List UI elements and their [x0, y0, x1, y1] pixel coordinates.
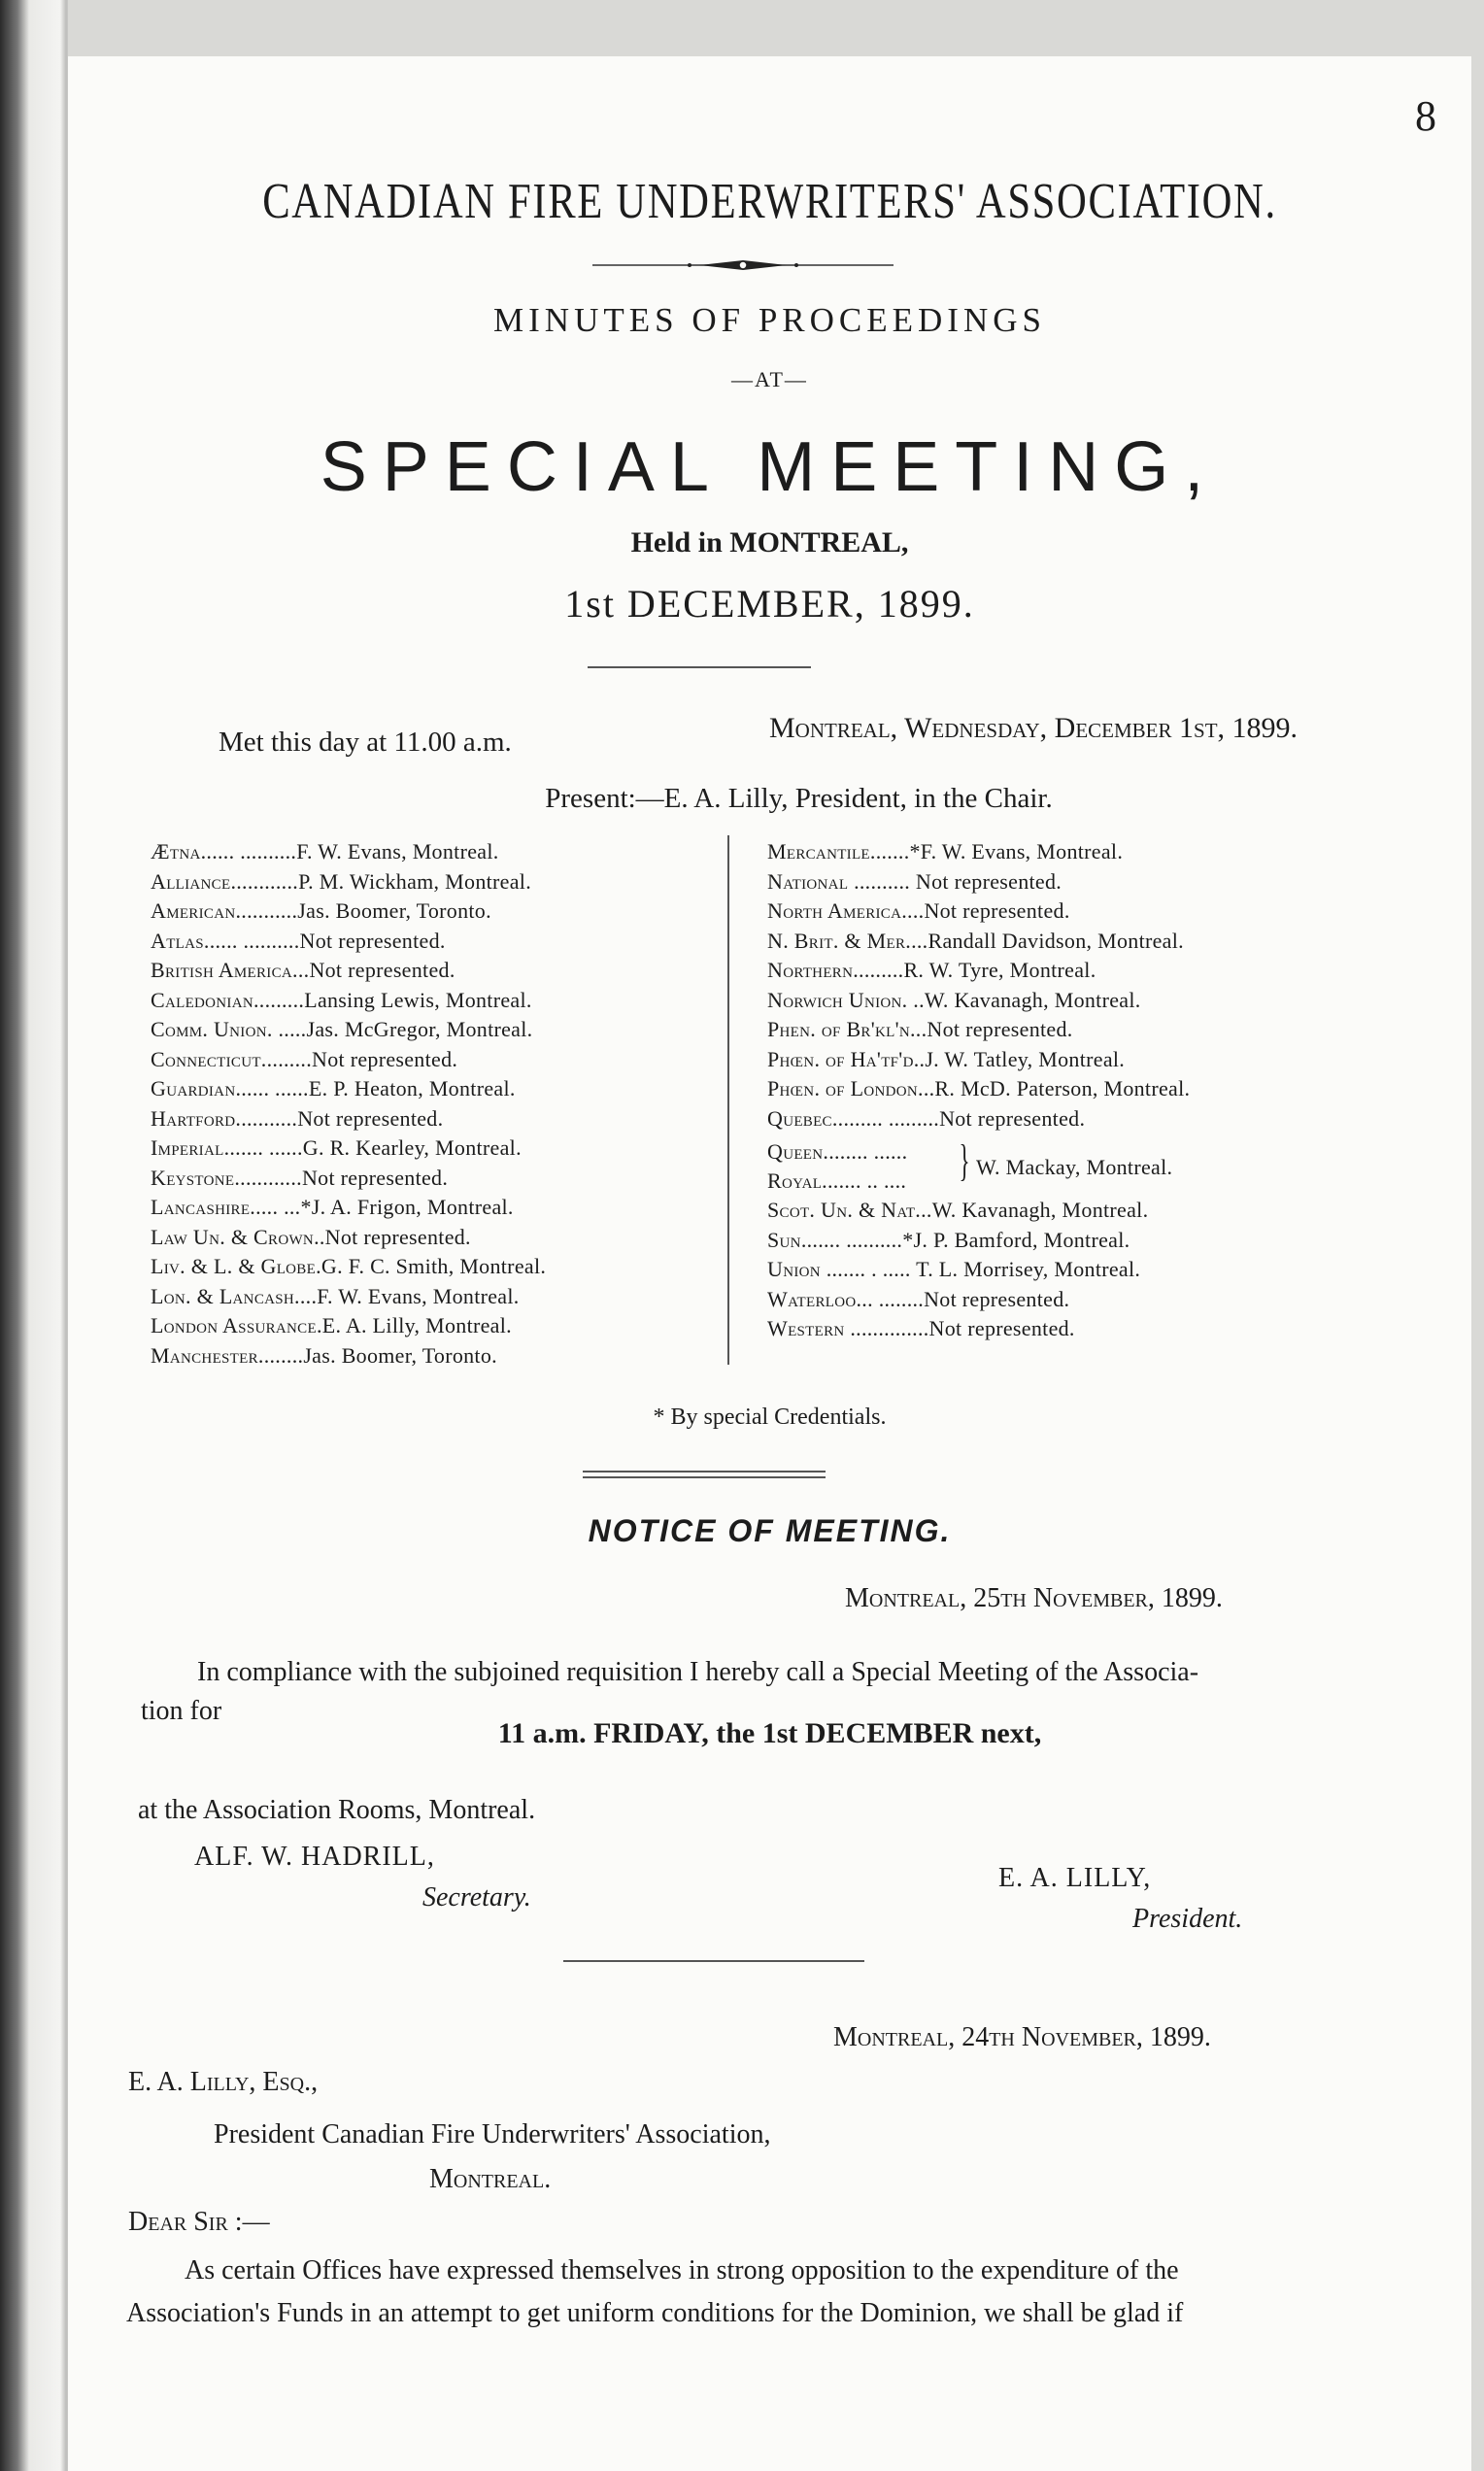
- company-name: N. Brit. & Mer: [767, 928, 906, 953]
- list-item: [767, 898, 1190, 929]
- list-item: [767, 1316, 1190, 1346]
- list-item: [151, 839, 546, 869]
- column-divider: [727, 835, 729, 1365]
- leader-dots: ....: [294, 1283, 318, 1308]
- document-title: CANADIAN FIRE UNDERWRITERS' ASSOCIATION.: [262, 174, 1277, 229]
- leader-dots: .........: [253, 987, 305, 1012]
- leader-dots: ...... ..........: [200, 839, 297, 863]
- notice-paragraph: In compliance with the subjoined requisition I hereby call a Special Meeting of the Associa-: [197, 1657, 1199, 1687]
- notice-paragraph-cont: tion for: [141, 1696, 222, 1726]
- company-name: Lon. & Lancash: [151, 1283, 295, 1308]
- list-item: [767, 1168, 906, 1194]
- secretary-title: Secretary.: [422, 1882, 531, 1912]
- list-item: [767, 1228, 1190, 1258]
- representative: Not represented.: [297, 1105, 444, 1131]
- representative: T. L. Morrisey, Montreal.: [916, 1257, 1141, 1281]
- list-item: [151, 869, 546, 899]
- list-item: [151, 1254, 546, 1284]
- representative: E. P. Heaton, Montreal.: [308, 1076, 516, 1100]
- leader-dots: ..: [314, 1224, 325, 1249]
- company-name: Quebec: [767, 1105, 832, 1131]
- company-name: Hartford: [151, 1105, 236, 1131]
- list-item: [151, 1047, 546, 1077]
- representative: R. McD. Paterson, Montreal.: [934, 1076, 1191, 1100]
- list-item: [767, 1017, 1190, 1047]
- leader-dots: ........: [257, 1342, 304, 1368]
- list-item: [767, 1139, 907, 1165]
- president-name: E. A. LILLY,: [998, 1863, 1152, 1893]
- held-location: Held in MONTREAL,: [630, 526, 909, 559]
- leader-dots: ...... ..........: [203, 928, 300, 953]
- list-item: [151, 1135, 546, 1166]
- leader-dots: ....: [901, 898, 925, 923]
- meeting-date: 1st DECEMBER, 1899.: [564, 582, 975, 626]
- leader-dots: ......... .........: [831, 1105, 940, 1131]
- representative: Not represented.: [924, 1286, 1070, 1311]
- representative: W. Kavanagh, Montreal.: [924, 987, 1141, 1012]
- company-name: Ætna: [151, 839, 201, 863]
- meeting-title: SPECIAL MEETING,: [320, 428, 1220, 506]
- leader-dots: ...: [909, 1017, 928, 1041]
- representative: Not represented.: [312, 1046, 458, 1071]
- brace-icon: }: [959, 1135, 970, 1185]
- company-name: Norwich Union: [767, 987, 902, 1012]
- representative: Not represented.: [915, 868, 1062, 894]
- company-list: [767, 839, 1190, 1135]
- leader-dots: ............: [234, 1165, 302, 1190]
- representative: Not represented.: [299, 928, 446, 953]
- leader-dots: ...........: [235, 898, 298, 923]
- list-item: [767, 1106, 1190, 1136]
- company-name: Scot. Un. & Nat: [767, 1198, 916, 1222]
- representative: Lansing Lewis, Montreal.: [304, 987, 532, 1012]
- company-name: Atlas: [151, 928, 204, 953]
- company-name: Imperial: [151, 1135, 224, 1160]
- leader-dots: .........: [260, 1046, 312, 1071]
- queen-royal-rep: W. Mackay, Montreal.: [976, 1155, 1173, 1179]
- divider-rule: [588, 666, 811, 668]
- addressee-city: Montreal.: [429, 2164, 552, 2194]
- credentials-note: * By special Credentials.: [653, 1405, 887, 1430]
- representative: E. A. Lilly, Montreal.: [321, 1313, 512, 1337]
- list-item: [151, 898, 546, 929]
- list-item: [151, 1166, 546, 1196]
- company-name: Guardian: [151, 1076, 236, 1100]
- list-item: [151, 1106, 546, 1136]
- notice-heading: NOTICE OF MEETING.: [588, 1513, 952, 1548]
- company-name: British America: [151, 958, 293, 982]
- secretary-name: ALF. W. HADRILL,: [194, 1842, 435, 1872]
- leader-dots: .......: [869, 839, 910, 863]
- representative: Randall Davidson, Montreal.: [928, 928, 1184, 953]
- letter-body-cont: Association's Funds in an attempt to get uniform conditions for the Dominion, we shall be glad if: [126, 2298, 1184, 2328]
- list-item: [151, 988, 546, 1018]
- company-name: Phœn. of London: [767, 1076, 919, 1100]
- company-name: Phœn. of Ha'tf'd: [767, 1046, 914, 1071]
- company-name: Mercantile: [767, 839, 870, 863]
- company-name: Royal: [767, 1168, 823, 1193]
- list-item: [767, 1076, 1190, 1106]
- representative: G. F. C. Smith, Montreal.: [320, 1254, 547, 1278]
- list-item: [767, 1257, 1190, 1287]
- representative: Not represented.: [309, 958, 455, 982]
- leader-dots: ..........: [848, 868, 916, 894]
- leader-dots: ..............: [844, 1316, 929, 1340]
- company-name: Northern: [767, 958, 854, 982]
- representative: Not represented.: [324, 1224, 471, 1249]
- company-name: Phen. of Br'kl'n: [767, 1017, 910, 1041]
- divider-rule: [583, 1476, 826, 1478]
- list-item: [767, 839, 1190, 869]
- representative: P. M. Wickham, Montreal.: [298, 868, 532, 894]
- company-name: Connecticut: [151, 1046, 261, 1071]
- rooms-line: at the Association Rooms, Montreal.: [138, 1795, 536, 1825]
- leader-dots: ... ........: [856, 1286, 925, 1311]
- leader-dots: ...: [915, 1198, 932, 1222]
- company-name: Comm. Union: [151, 1017, 267, 1041]
- list-item: [767, 988, 1190, 1018]
- leader-dots: ...: [918, 1076, 935, 1100]
- meeting-time-line: 11 a.m. FRIDAY, the 1st DECEMBER next,: [497, 1717, 1042, 1749]
- list-item: [767, 1047, 1190, 1077]
- list-item: [151, 1313, 546, 1343]
- list-item: [151, 1343, 546, 1373]
- representative: *F. W. Evans, Montreal.: [909, 839, 1124, 863]
- leader-dots: ....... . .....: [820, 1257, 917, 1281]
- company-name: Law Un. & Crown: [151, 1224, 315, 1249]
- representative: J. W. Tatley, Montreal.: [925, 1046, 1126, 1071]
- representative: Not represented.: [928, 1316, 1075, 1340]
- list-item: [767, 1198, 1190, 1228]
- company-name: London Assurance: [151, 1313, 317, 1337]
- addressee-title: President Canadian Fire Underwriters' Association,: [214, 2119, 771, 2149]
- list-item: [767, 1287, 1190, 1317]
- representative: W. Kavanagh, Montreal.: [931, 1198, 1149, 1222]
- book-spine: [0, 0, 68, 2471]
- representative: Jas. Boomer, Toronto.: [303, 1342, 497, 1368]
- addressee: E. A. Lilly, Esq.,: [128, 2067, 319, 2097]
- company-name: Union: [767, 1257, 821, 1281]
- divider-rule: [563, 1960, 864, 1962]
- list-item: [151, 929, 546, 959]
- letter-body: As certain Offices have expressed themselves in strong opposition to the expenditure of the: [185, 2255, 1179, 2285]
- leader-dots: ........ ......: [823, 1139, 908, 1164]
- attendance-left-column: [151, 839, 546, 1372]
- company-list: [767, 1198, 1190, 1346]
- company-name: Waterloo: [767, 1286, 857, 1311]
- leader-dots: ....... .. ....: [822, 1168, 907, 1193]
- representative: G. R. Kearley, Montreal.: [302, 1135, 522, 1160]
- list-item: [151, 958, 546, 988]
- notice-dateline: Montreal, 25th November, 1899.: [845, 1583, 1223, 1613]
- representative: F. W. Evans, Montreal.: [296, 839, 499, 863]
- president-title: President.: [1132, 1904, 1243, 1934]
- leader-dots: .: [316, 1254, 321, 1278]
- list-item: [767, 869, 1190, 899]
- company-name: Keystone: [151, 1165, 235, 1190]
- minutes-heading: MINUTES OF PROCEEDINGS: [493, 301, 1046, 339]
- ornament-divider-icon: [592, 258, 894, 272]
- letter-dateline: Montreal, 24th November, 1899.: [833, 2022, 1211, 2052]
- list-item: [151, 1284, 546, 1314]
- leader-dots: ..... ...: [250, 1195, 301, 1219]
- leader-dots: ....... ..........: [800, 1227, 903, 1252]
- minutes-dateline: Montreal, Wednesday, December 1st, 1899.: [769, 712, 1298, 744]
- representative: *J. A. Frigon, Montreal.: [300, 1195, 514, 1219]
- at-label: —AT—: [731, 367, 808, 391]
- document-page: [68, 56, 1471, 2471]
- list-item: [151, 1195, 546, 1225]
- queen-royal-group: [767, 1135, 1190, 1198]
- divider-rule: [583, 1471, 826, 1472]
- representative: Not represented.: [924, 898, 1070, 923]
- leader-dots: .........: [853, 958, 904, 982]
- present-line: Present:—E. A. Lilly, President, in the Chair.: [545, 783, 1053, 814]
- company-name: Western: [767, 1316, 845, 1340]
- list-item: [151, 1017, 546, 1047]
- leader-dots: ...... ......: [235, 1076, 309, 1100]
- leader-dots: ...: [292, 958, 310, 982]
- list-item: [151, 1076, 546, 1106]
- company-name: National: [767, 868, 849, 894]
- page-number: 8: [1415, 92, 1436, 140]
- company-name: Liv. & L. & Globe: [151, 1254, 317, 1278]
- company-list: [151, 839, 546, 1372]
- representative: *J. P. Bamford, Montreal.: [902, 1227, 1130, 1252]
- leader-dots: ...........: [235, 1105, 298, 1131]
- representative: R. W. Tyre, Montreal.: [903, 958, 1096, 982]
- leader-dots: .: [316, 1313, 322, 1337]
- company-name: Sun: [767, 1227, 801, 1252]
- company-name: American: [151, 898, 236, 923]
- leader-dots: ....: [905, 928, 928, 953]
- representative: Not represented.: [939, 1105, 1086, 1131]
- salutation: Dear Sir :—: [128, 2207, 270, 2237]
- leader-dots: . ..: [901, 987, 925, 1012]
- representative: Not represented.: [301, 1165, 449, 1190]
- company-name: Alliance: [151, 868, 231, 894]
- representative: Jas. McGregor, Montreal.: [306, 1017, 533, 1041]
- company-name: Queen: [767, 1139, 824, 1164]
- representative: Not represented.: [927, 1017, 1073, 1041]
- leader-dots: ............: [230, 868, 299, 894]
- representative: Jas. Boomer, Toronto.: [297, 898, 491, 923]
- representative: F. W. Evans, Montreal.: [317, 1283, 520, 1308]
- attendance-right-column: [767, 839, 1190, 1346]
- company-name: North America: [767, 898, 902, 923]
- list-item: [151, 1225, 546, 1255]
- company-name: Lancashire: [151, 1195, 251, 1219]
- company-name: Manchester: [151, 1342, 258, 1368]
- leader-dots: . .....: [266, 1017, 307, 1041]
- list-item: [767, 929, 1190, 959]
- leader-dots: ....... ......: [223, 1135, 303, 1160]
- company-name: Caledonian: [151, 987, 253, 1012]
- leader-dots: ..: [913, 1046, 926, 1071]
- met-time: Met this day at 11.00 a.m.: [219, 727, 512, 758]
- list-item: [767, 958, 1190, 988]
